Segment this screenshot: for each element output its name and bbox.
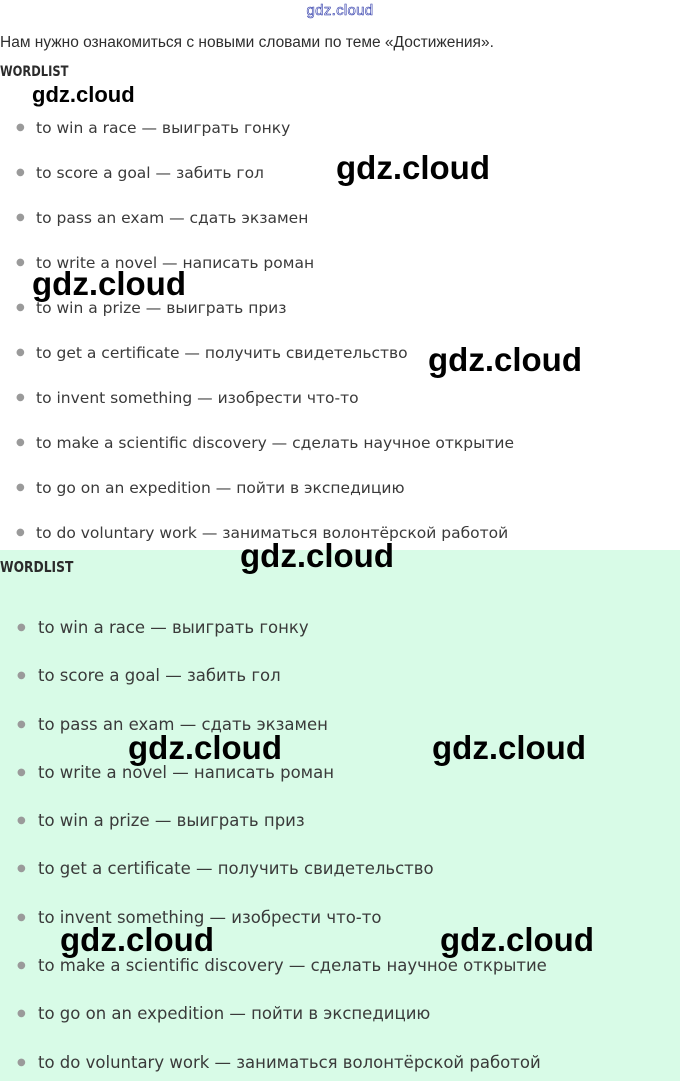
wordlist-section-2: [0, 550, 680, 1081]
word-entry: to do voluntary work — заниматься волонтёрской работой: [36, 524, 509, 542]
list-item: [0, 664, 680, 712]
bullet-icon: ●: [16, 527, 25, 538]
bullet-icon: ●: [17, 670, 26, 682]
watermark: gdz.cloud: [240, 537, 394, 574]
word-entry: to get a certificate — получить свидетельство: [36, 344, 408, 362]
list-item: [0, 1051, 680, 1081]
word-entry: to win a race — выиграть гонку: [36, 119, 291, 137]
watermark: gdz.cloud: [336, 149, 490, 186]
list-item: [0, 208, 680, 253]
bullet-icon: ●: [17, 911, 26, 923]
bullet-icon: ●: [17, 622, 26, 633]
word-entry: to invent something — изобрести что-то: [38, 907, 382, 927]
word-entry: to write a novel — написать роман: [36, 254, 315, 272]
bullet-icon: ●: [16, 482, 25, 493]
word-entry: to write a novel — написать роман: [38, 762, 335, 782]
word-entry: to score a goal — забить гол: [38, 666, 281, 686]
list-item: [0, 433, 680, 478]
word-entry: to go on an expedition — пойти в экспедицию: [38, 1004, 431, 1024]
bullet-icon: ●: [17, 718, 26, 730]
word-entry: to get a certificate — получить свидетельство: [38, 859, 434, 879]
list-item: [0, 478, 680, 523]
watermark: gdz.cloud: [128, 729, 282, 766]
bullet-icon: ●: [17, 815, 26, 827]
intro-text: Нам нужно ознакомиться с новыми словами по теме «Достижения».: [0, 34, 494, 51]
list-item: [0, 857, 680, 905]
word-entry: to win a prize — выиграть приз: [38, 811, 305, 831]
bullet-icon: ●: [17, 863, 26, 875]
bullet-icon: ●: [16, 347, 25, 358]
watermark: gdz.cloud: [428, 341, 582, 378]
bullet-icon: ●: [17, 1056, 26, 1068]
word-entry: to do voluntary work — заниматься волонтёрской работой: [38, 1052, 541, 1072]
list-item: [0, 954, 680, 1002]
wordlist-section-1: [0, 64, 680, 550]
watermark: gdz.cloud: [32, 265, 186, 302]
bullet-icon: ●: [16, 212, 25, 223]
word-entry: to invent something — изобрести что-то: [36, 389, 359, 407]
bullet-icon: ●: [17, 766, 26, 778]
list-item: [0, 809, 680, 857]
bullet-icon: ●: [16, 437, 25, 448]
word-entry: to pass an exam — сдать экзамен: [36, 209, 309, 227]
word-entry: to go on an expedition — пойти в экспедицию: [36, 479, 405, 497]
word-entry: to make a scientific discovery — сделать научное открытие: [36, 434, 514, 452]
word-entry: to win a prize — выиграть приз: [36, 299, 287, 317]
bullet-icon: ●: [16, 122, 25, 133]
bullet-icon: ●: [17, 960, 26, 972]
list-item: [0, 761, 680, 809]
bullet-icon: ●: [16, 167, 25, 178]
watermark: gdz.cloud: [60, 921, 214, 958]
list-item: [0, 298, 680, 343]
site-logo-text: gdz.cloud: [306, 2, 374, 19]
watermark: gdz.cloud: [440, 921, 594, 958]
wordlist-heading: WORDLIST: [0, 64, 69, 80]
word-entry: to make a scientific discovery — сделать научное открытие: [38, 956, 547, 976]
bullet-icon: ●: [16, 392, 25, 403]
list-item: [0, 616, 680, 664]
watermark: gdz.cloud: [32, 82, 135, 107]
wordlist-heading: WORDLIST: [0, 558, 74, 576]
list-item: [0, 388, 680, 433]
wordlist: [0, 616, 680, 1081]
watermark: gdz.cloud: [432, 729, 586, 766]
word-entry: to score a goal — забить гол: [36, 164, 264, 182]
bullet-icon: ●: [17, 1008, 26, 1020]
list-item: [0, 1002, 680, 1050]
bullet-icon: ●: [16, 257, 25, 268]
word-entry: to win a race — выиграть гонку: [38, 618, 309, 637]
word-entry: to pass an exam — сдать экзамен: [38, 714, 328, 734]
bullet-icon: ●: [16, 302, 25, 313]
